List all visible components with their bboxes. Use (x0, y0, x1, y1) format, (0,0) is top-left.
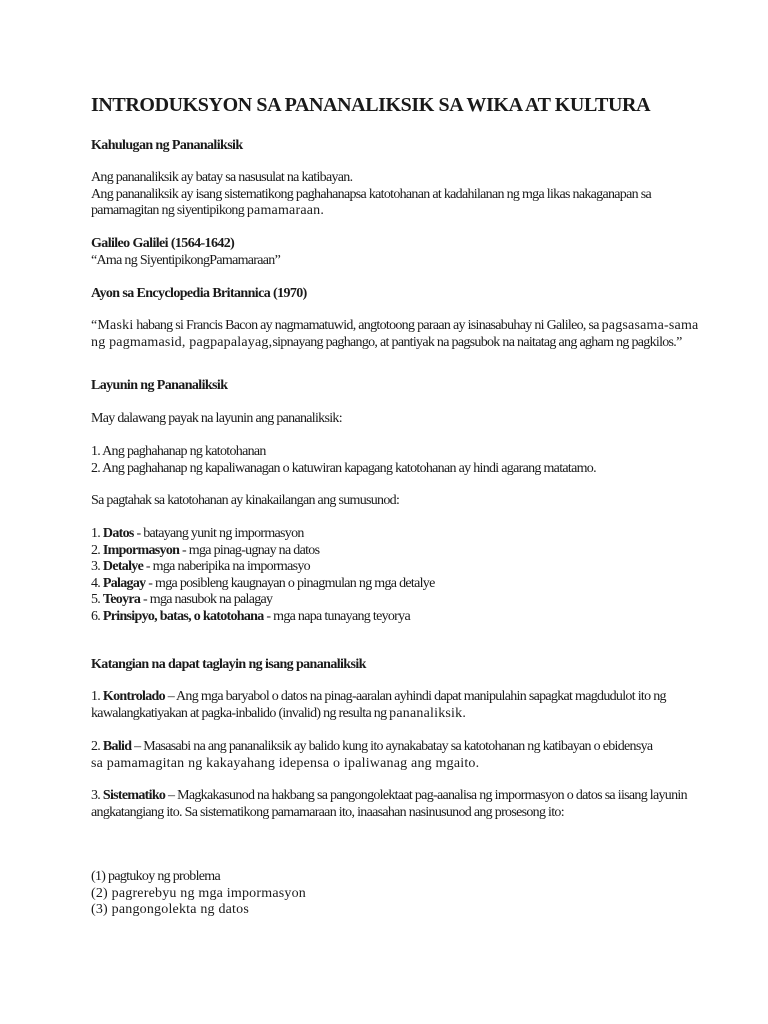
step-3: (3) pangongolekta ng datos (91, 902, 249, 917)
process-steps (91, 869, 681, 919)
term-name: Teoyra (102, 592, 141, 607)
item-number: 2. (91, 739, 103, 754)
layunin-item-1: 1. Ang paghahanap ng katotohanan (91, 444, 266, 459)
katangian-item-3 (91, 788, 687, 821)
britannica-line-1a: “Maski (91, 318, 134, 333)
term-name: Detalye (102, 559, 144, 574)
kahulugan-line-3 (91, 203, 681, 220)
term-number: 2. (91, 542, 103, 558)
heading-layunin: Layunin ng Pananaliksik (91, 378, 228, 393)
term-description: - mga pinag-ugnay na datos (179, 542, 320, 558)
term-name: Impormasyon (102, 542, 180, 558)
paragraph-kahulugan (91, 170, 681, 220)
item-text: – Masasabi na ang pananaliksik ay balido kung ito aynakabatay sa katotohanan ng katibayan o ebidensya (131, 739, 653, 754)
terms-list (91, 526, 681, 625)
term-number: 3. (91, 559, 103, 574)
katangian-item-1-line-2 (91, 706, 681, 723)
britannica-line-1 (91, 318, 699, 335)
term-description: - mga nasubok na palagay (140, 592, 273, 607)
term-name: Prinsipyo, batas, o katotohana (102, 608, 264, 624)
term-number: 5. (91, 592, 103, 607)
britannica-line-1b: habang si Francis Bacon ay nagmamatuwid, angtotoong paraan ay isinasabuhay ni Galileo, sa (133, 318, 602, 333)
kahulugan-line-3a: pamamagitan ng siyentipikong (91, 203, 247, 218)
layunin-intro-2: Sa pagtahak sa katotohanan ay kinakailangan ang sumusunod: (91, 493, 400, 508)
term-item-datos (91, 526, 681, 543)
term-description: - mga napa tunayang teyorya (263, 608, 410, 624)
step-1: (1) pagtukoy ng problema (91, 869, 220, 884)
item-text: pananaliksik. (389, 705, 467, 721)
term-item-palagay (91, 576, 681, 593)
layunin-list (91, 444, 681, 477)
term-item-prinsipyo (91, 609, 681, 626)
term-description: - mga naberipika na impormasyo (143, 559, 310, 574)
galileo-quote-text: “Ama ng SiyentipikongPamamaraan” (91, 253, 281, 268)
item-term: Sistematiko (102, 788, 166, 803)
katangian-item-1-line-1 (91, 689, 681, 706)
heading-katangian: Katangian na dapat taglayin ng isang pananaliksik (91, 657, 366, 672)
katangian-item-2 (91, 739, 681, 772)
heading-galileo: Galileo Galilei (1564-1642) (91, 236, 235, 251)
item-text: – Magkakasunod na hakbang sa pangongolektaat pag-aanalisa ng impormasyon o datos sa iisang layunin (165, 788, 687, 803)
item-term: Balid (102, 739, 132, 754)
katangian-item-2-line-1 (91, 739, 681, 756)
katangian-item-2-line-2: sa pamamagitan ng kakayahang idepensa o ipaliwanag ang mgaito. (91, 755, 480, 771)
item-number: 1. (91, 689, 103, 704)
term-number: 1. (91, 526, 103, 541)
kahulugan-line-1: Ang pananaliksik ay batay sa nasusulat na katibayan. (91, 170, 353, 185)
britannica-line-2a: ng pagmamasid, pagpapalayag, (91, 334, 273, 350)
layunin-item-2: 2. Ang paghahanap ng kapaliwanagan o katuwiran kapagang katotohanan ay hindi agarang matatamo. (91, 460, 596, 476)
item-term: Kontrolado (102, 689, 165, 704)
item-text: kawalangkatiyakan at pagka-inbalido (invalid) ng resulta ng (91, 705, 390, 721)
term-name: Datos (102, 526, 134, 541)
galileo-quote (91, 253, 681, 270)
term-name: Palagay (102, 575, 146, 591)
kahulugan-line-3b: pamamaraan. (246, 203, 325, 218)
kahulugan-line-2: Ang pananaliksik ay isang sistematikong paghahanapsa katotohanan at kadahilanan ng mga likas nakaganapan sa (91, 186, 651, 202)
britannica-line-1c: pagsasama-sama (601, 318, 699, 333)
katangian-item-3-line-1 (91, 788, 687, 805)
katangian-item-1 (91, 689, 681, 722)
item-number: 3. (91, 788, 103, 803)
britannica-line-2 (91, 335, 681, 352)
britannica-quote (91, 318, 699, 351)
katangian-item-3-line-2: angkatangiang ito. Sa sistematikong pamamaraan ito, inaasahan nasinusunod ang prosesong ito: (91, 804, 564, 820)
term-description: - batayang yunit ng impormasyon (133, 526, 304, 541)
term-number: 6. (91, 608, 103, 624)
heading-britannica: Ayon sa Encyclopedia Britannica (1970) (91, 286, 307, 301)
term-description: - mga posibleng kaugnayan o pinagmulan ng mga detalye (145, 575, 435, 591)
layunin-intro: May dalawang payak na layunin ang pananaliksik: (91, 411, 342, 426)
term-item-teoyra (91, 592, 681, 609)
britannica-line-2b: sipnayang paghango, at pantiyak na pagsubok na naitatag ang agham ng pagkilos.” (272, 334, 682, 350)
term-number: 4. (91, 575, 103, 591)
step-2: (2) pagrerebyu ng mga impormasyon (91, 885, 306, 901)
item-text: – Ang mga baryabol o datos na pinag-aaralan ayhindi dapat manipulahin sapagkat magdudulot ito ng (164, 689, 666, 704)
term-item-detalye (91, 559, 681, 576)
term-item-impormasyon (91, 543, 681, 560)
document-title: INTRODUKSYON SA PANANALIKSIK SA WIKA AT KULTURA (91, 94, 651, 116)
heading-kahulugan: Kahulugan ng Pananaliksik (91, 138, 243, 153)
